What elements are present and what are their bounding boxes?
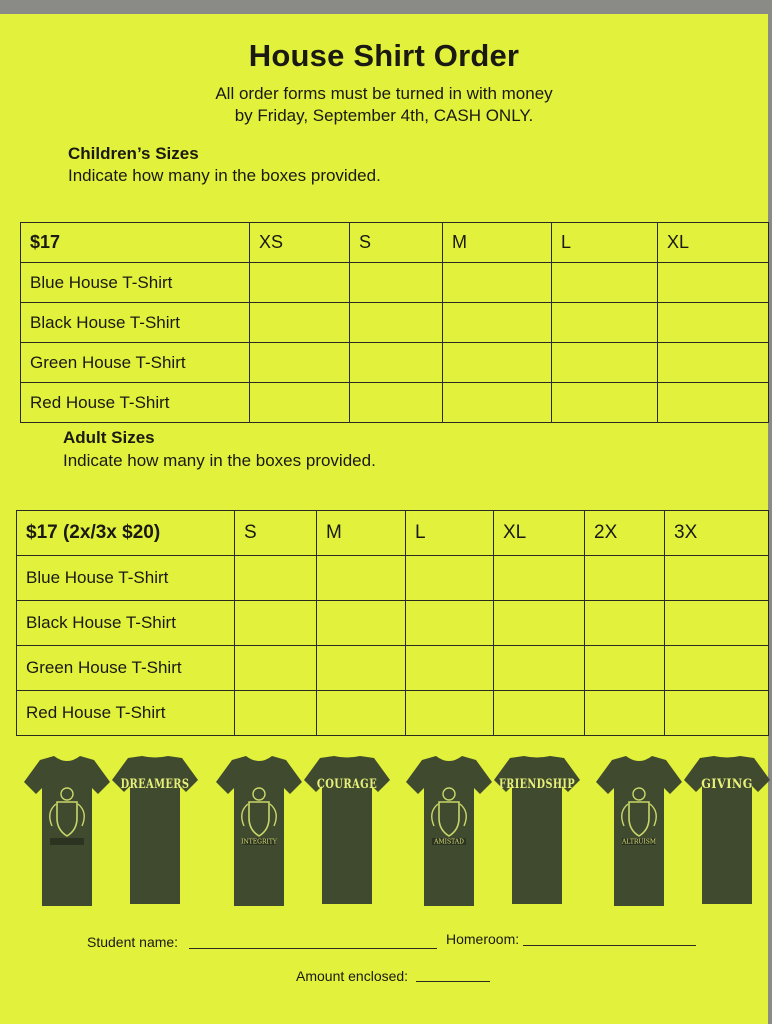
house-word: COURAGE	[316, 777, 378, 792]
quantity-box[interactable]	[406, 646, 494, 691]
shirt-front-2	[214, 756, 304, 908]
quantity-box[interactable]	[552, 383, 658, 423]
quantity-box[interactable]	[250, 303, 350, 343]
children-price-cell: $17	[21, 223, 250, 263]
adult-size-xl-header: XL	[494, 511, 585, 556]
quantity-box[interactable]	[317, 601, 406, 646]
quantity-box[interactable]	[665, 601, 769, 646]
quantity-box[interactable]	[658, 383, 769, 423]
quantity-box[interactable]	[585, 556, 665, 601]
quantity-box[interactable]	[658, 343, 769, 383]
adult-size-3x-header: 3X	[665, 511, 769, 556]
children-row-red	[21, 383, 769, 423]
children-size-l-header: L	[552, 223, 658, 263]
children-row-blue	[21, 263, 769, 303]
shirt-front-1	[22, 756, 112, 908]
quantity-box[interactable]	[585, 646, 665, 691]
house-word: GIVING	[701, 777, 753, 792]
quantity-box[interactable]	[406, 601, 494, 646]
adult-order-table	[16, 510, 769, 736]
adult-row-red	[17, 691, 769, 736]
shirt-back-1	[110, 754, 200, 906]
adult-row-green	[17, 646, 769, 691]
children-header-row	[21, 223, 769, 263]
quantity-box[interactable]	[406, 691, 494, 736]
shirt-back-4	[682, 754, 772, 906]
quantity-box[interactable]	[235, 556, 317, 601]
quantity-box[interactable]	[494, 601, 585, 646]
children-row-label: Black House T-Shirt	[21, 303, 250, 343]
shirt-front-3	[404, 756, 494, 908]
adult-price: $17	[26, 522, 58, 543]
amount-enclosed-line[interactable]	[416, 981, 490, 982]
quantity-box[interactable]	[665, 691, 769, 736]
quantity-box[interactable]	[658, 263, 769, 303]
quantity-box[interactable]	[552, 343, 658, 383]
children-row-label: Red House T-Shirt	[21, 383, 250, 423]
quantity-box[interactable]	[552, 303, 658, 343]
amount-enclosed-label: Amount enclosed:	[296, 968, 409, 984]
quantity-box[interactable]	[317, 691, 406, 736]
quantity-box[interactable]	[406, 556, 494, 601]
adult-size-m-header: M	[317, 511, 406, 556]
children-order-table	[20, 222, 769, 423]
quantity-box[interactable]	[235, 646, 317, 691]
order-form-paper	[0, 14, 768, 1024]
adult-size-2x-header: 2X	[585, 511, 665, 556]
shirt-front-4	[594, 756, 684, 908]
adult-row-label: Black House T-Shirt	[17, 601, 235, 646]
house-word: DREAMERS	[120, 777, 190, 792]
student-name-line[interactable]	[189, 948, 437, 949]
adult-row-blue	[17, 556, 769, 601]
quantity-box[interactable]	[665, 556, 769, 601]
adult-price-extra: (2x/3x $20)	[62, 522, 161, 543]
quantity-box[interactable]	[665, 646, 769, 691]
adult-price-cell	[17, 511, 235, 556]
form-subtitle-line1: All order forms must be turned in with money	[215, 84, 553, 103]
children-row-label: Green House T-Shirt	[21, 343, 250, 383]
quantity-box[interactable]	[443, 303, 552, 343]
quantity-box[interactable]	[350, 303, 443, 343]
homeroom-label: Homeroom:	[446, 931, 520, 947]
quantity-box[interactable]	[350, 263, 443, 303]
adult-size-s-header: S	[235, 511, 317, 556]
quantity-box[interactable]	[494, 691, 585, 736]
quantity-box[interactable]	[443, 263, 552, 303]
children-sizes-instructions: Indicate how many in the boxes provided.	[68, 166, 381, 185]
form-subtitle-line2: by Friday, September 4th, CASH ONLY.	[234, 106, 534, 125]
children-row-black	[21, 303, 769, 343]
homeroom-line[interactable]	[523, 945, 696, 946]
quantity-box[interactable]	[235, 691, 317, 736]
shirt-back-2	[302, 754, 392, 906]
adult-row-label: Red House T-Shirt	[17, 691, 235, 736]
children-size-xl-header: XL	[658, 223, 769, 263]
shirt-back-3	[492, 754, 582, 906]
house-shirts-illustration	[22, 744, 768, 914]
adult-row-label: Green House T-Shirt	[17, 646, 235, 691]
quantity-box[interactable]	[250, 343, 350, 383]
adult-sizes-instructions: Indicate how many in the boxes provided.	[63, 451, 376, 470]
children-row-green	[21, 343, 769, 383]
quantity-box[interactable]	[494, 556, 585, 601]
adult-header-row	[17, 511, 769, 556]
quantity-box[interactable]	[443, 343, 552, 383]
quantity-box[interactable]	[350, 383, 443, 423]
children-size-xs-header: XS	[250, 223, 350, 263]
quantity-box[interactable]	[350, 343, 443, 383]
crest-motto: ALTRUISM	[621, 838, 657, 846]
adult-size-l-header: L	[406, 511, 494, 556]
quantity-box[interactable]	[658, 303, 769, 343]
quantity-box[interactable]	[585, 691, 665, 736]
children-row-label: Blue House T-Shirt	[21, 263, 250, 303]
house-word: FRIENDSHIP	[499, 777, 575, 792]
quantity-box[interactable]	[235, 601, 317, 646]
quantity-box[interactable]	[250, 383, 350, 423]
adult-row-label: Blue House T-Shirt	[17, 556, 235, 601]
adult-sizes-heading: Adult Sizes	[63, 428, 155, 447]
adult-row-black	[17, 601, 769, 646]
quantity-box[interactable]	[250, 263, 350, 303]
form-title: House Shirt Order	[248, 38, 520, 73]
quantity-box[interactable]	[585, 601, 665, 646]
quantity-box[interactable]	[552, 263, 658, 303]
crest-motto: INTEGRITY	[241, 838, 277, 846]
children-size-s-header: S	[350, 223, 443, 263]
quantity-box[interactable]	[494, 646, 585, 691]
crest-motto: AMISTAD	[434, 838, 464, 846]
quantity-box[interactable]	[443, 383, 552, 423]
quantity-box[interactable]	[317, 556, 406, 601]
children-size-m-header: M	[443, 223, 552, 263]
children-sizes-heading: Children’s Sizes	[68, 144, 199, 163]
student-name-label: Student name:	[87, 934, 179, 950]
quantity-box[interactable]	[317, 646, 406, 691]
